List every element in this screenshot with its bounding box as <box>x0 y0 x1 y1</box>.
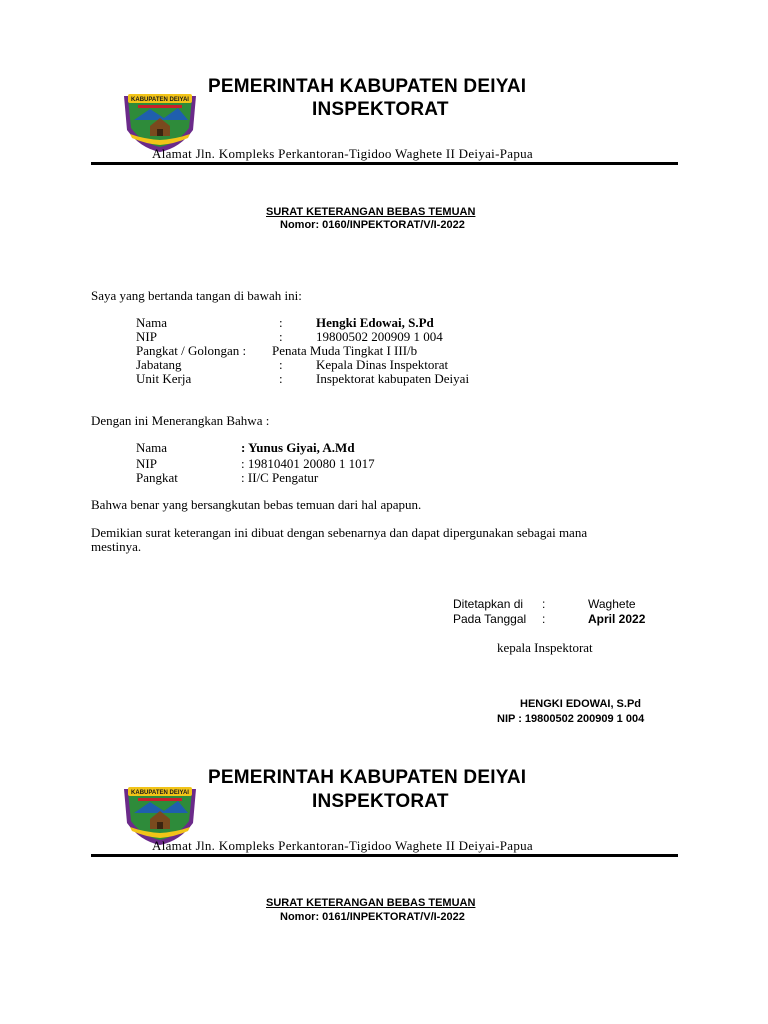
header-divider <box>91 854 678 857</box>
subject-label: Nama <box>136 440 168 455</box>
subject-value: : Yunus Giyai, A.Md <box>241 440 355 455</box>
signer-value: Kepala Dinas Inspektorat <box>316 357 449 372</box>
subject-value: : 19810401 20080 1 1017 <box>241 456 375 471</box>
signer-label: Unit Kerja <box>136 371 192 386</box>
place-sep: : <box>542 597 546 611</box>
statement-text: Dengan ini Menerangkan Bahwa : <box>91 413 270 428</box>
header-title-line2: INSPEKTORAT <box>312 99 449 120</box>
signer-label: NIP <box>136 329 157 344</box>
deiyai-emblem-icon <box>120 90 200 154</box>
signature-name: HENGKI EDOWAI, S.Pd <box>520 698 642 710</box>
place-label: Ditetapkan di <box>453 597 524 611</box>
header-address: Alamat Jln. Kompleks Perkantoran-Tigidoo Waghete II Deiyai-Papua <box>152 146 533 161</box>
signer-label: Pangkat / Golongan : <box>136 343 247 358</box>
place-value: Waghete <box>588 597 636 611</box>
paragraph-free-of-findings: Bahwa benar yang bersangkutan bebas temuan dari hal apapun. <box>91 497 422 512</box>
signer-sep: : <box>279 329 283 344</box>
subject-label: NIP <box>136 456 157 471</box>
signer-sep: : <box>279 357 283 372</box>
subject-value: : II/C Pengatur <box>241 470 319 485</box>
document-title: SURAT KETERANGAN BEBAS TEMUAN <box>266 206 476 218</box>
date-sep: : <box>542 612 546 626</box>
document-title: SURAT KETERANGAN BEBAS TEMUAN <box>266 897 476 909</box>
document-number: Nomor: 0161/INPEKTORAT/V/I-2022 <box>280 911 465 923</box>
signer-value: 19800502 200909 1 004 <box>316 329 443 344</box>
header-title-line2: INSPEKTORAT <box>312 791 449 812</box>
date-value: April 2022 <box>588 612 646 626</box>
header-title-line1: PEMERINTAH KABUPATEN DEIYAI <box>208 76 527 97</box>
header-divider <box>91 162 678 165</box>
subject-label: Pangkat <box>136 470 178 485</box>
signature-nip: NIP : 19800502 200909 1 004 <box>497 713 645 725</box>
emblem-text: KABUPATEN DEIYAI <box>131 790 189 796</box>
signer-sep: : <box>279 371 283 386</box>
signer-label: Jabatang <box>136 357 182 372</box>
signer-label: Nama <box>136 315 168 330</box>
emblem-text: KABUPATEN DEIYAI <box>131 97 189 103</box>
header-title-line1: PEMERINTAH KABUPATEN DEIYAI <box>208 767 527 788</box>
date-label: Pada Tanggal <box>453 612 527 626</box>
signer-value: Hengki Edowai, S.Pd <box>316 315 434 330</box>
signature-role: kepala Inspektorat <box>497 640 593 655</box>
signer-value: Penata Muda Tingkat I III/b <box>272 343 418 358</box>
signer-value: Inspektorat kabupaten Deiyai <box>316 371 470 386</box>
signer-sep: : <box>279 315 283 330</box>
header-address: Alamat Jln. Kompleks Perkantoran-Tigidoo Waghete II Deiyai-Papua <box>152 838 533 853</box>
paragraph-closing-line2: mestinya. <box>91 539 142 554</box>
document-number: Nomor: 0160/INPEKTORAT/V/I-2022 <box>280 219 465 231</box>
paragraph-closing-line1: Demikian surat keterangan ini dibuat dengan sebenarnya dan dapat dipergunakan sebagai mana <box>91 525 588 540</box>
intro-text: Saya yang bertanda tangan di bawah ini: <box>91 288 302 303</box>
